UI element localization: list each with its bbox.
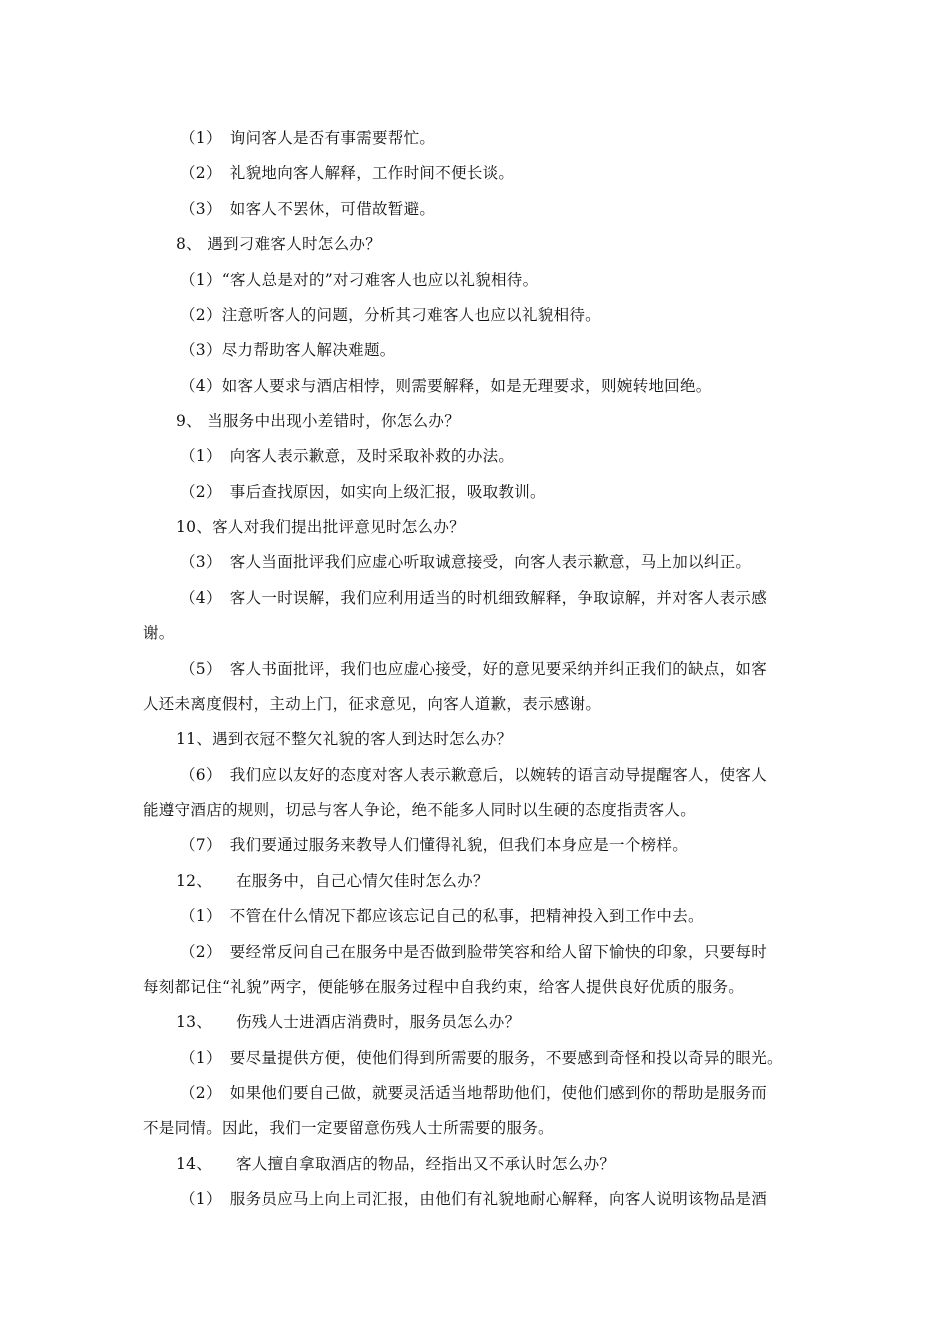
text-line: 人还未离度假村，主动上门，征求意见，向客人道歉，表示感谢。 — [143, 695, 602, 713]
text-line: （3） 客人当面批评我们应虚心听取诚意接受，向客人表示歉意，马上加以纠正。 — [180, 553, 752, 571]
text-line: 每刻都记住“礼貌”两字，便能够在服务过程中自我约束，给客人提供良好优质的服务。 — [143, 978, 745, 996]
text-line: 不是同情。因此，我们一定要留意伤残人士所需要的服务。 — [143, 1119, 554, 1137]
text-line: （2）注意听客人的问题，分析其刁难客人也应以礼貌相待。 — [180, 306, 601, 324]
text-line: （2） 礼貌地向客人解释，工作时间不便长谈。 — [180, 164, 515, 182]
question-heading: 12、 在服务中，自己心情欠佳时怎么办？ — [176, 872, 489, 890]
text-line: （7） 我们要通过服务来教导人们懂得礼貌，但我们本身应是一个榜样。 — [180, 836, 689, 854]
text-line: （4）如客人要求与酒店相悖，则需要解释，如是无理要求，则婉转地回绝。 — [180, 377, 712, 395]
text-line: （2） 要经常反问自己在服务中是否做到脸带笑容和给人留下愉快的印象，只要每时 — [180, 943, 768, 961]
question-heading: 9、 当服务中出现小差错时，你怎么办？ — [176, 412, 460, 430]
text-line: 能遵守酒店的规则，切忌与客人争论，绝不能多人同时以生硬的态度指责客人。 — [143, 801, 697, 819]
text-line: （3）尽力帮助客人解决难题。 — [180, 341, 396, 359]
text-line: （2） 如果他们要自己做，就要灵活适当地帮助他们，使他们感到你的帮助是服务而 — [180, 1084, 768, 1102]
text-line: （3） 如客人不罢休，可借故暂避。 — [180, 200, 436, 218]
question-heading: 14、 客人擅自拿取酒店的物品，经指出又不承认时怎么办？ — [176, 1155, 616, 1173]
text-line: （1） 服务员应马上向上司汇报，由他们有礼貌地耐心解释，向客人说明该物品是酒 — [180, 1190, 768, 1208]
text-line: （2） 事后查找原因，如实向上级汇报，吸取教训。 — [180, 483, 546, 501]
text-line: 谢。 — [143, 624, 175, 642]
question-heading: 11、遇到衣冠不整欠礼貌的客人到达时怎么办？ — [176, 730, 513, 748]
question-heading: 8、 遇到刁难客人时怎么办？ — [176, 235, 381, 253]
text-line: （1） 要尽量提供方便，使他们得到所需要的服务，不要感到奇怪和投以奇异的眼光。 — [180, 1049, 783, 1067]
text-line: （4） 客人一时误解，我们应利用适当的时机细致解释，争取谅解，并对客人表示感 — [180, 589, 768, 607]
text-line: （1） 向客人表示歉意，及时采取补救的办法。 — [180, 447, 515, 465]
text-line: （6） 我们应以友好的态度对客人表示歉意后，以婉转的语言动导提醒客人，使客人 — [180, 766, 768, 784]
question-heading: 10、客人对我们提出批评意见时怎么办？ — [176, 518, 465, 536]
text-line: （1） 不管在什么情况下都应该忘记自己的私事，把精神投入到工作中去。 — [180, 907, 704, 925]
question-heading: 13、 伤残人士进酒店消费时，服务员怎么办？ — [176, 1013, 521, 1031]
text-line: （5） 客人书面批评，我们也应虚心接受，好的意见要采纳并纠正我们的缺点，如客 — [180, 660, 768, 678]
text-line: （1） 询问客人是否有事需要帮忙。 — [180, 129, 436, 147]
text-line: （1）“客人总是对的”对刁难客人也应以礼貌相待。 — [180, 271, 539, 289]
